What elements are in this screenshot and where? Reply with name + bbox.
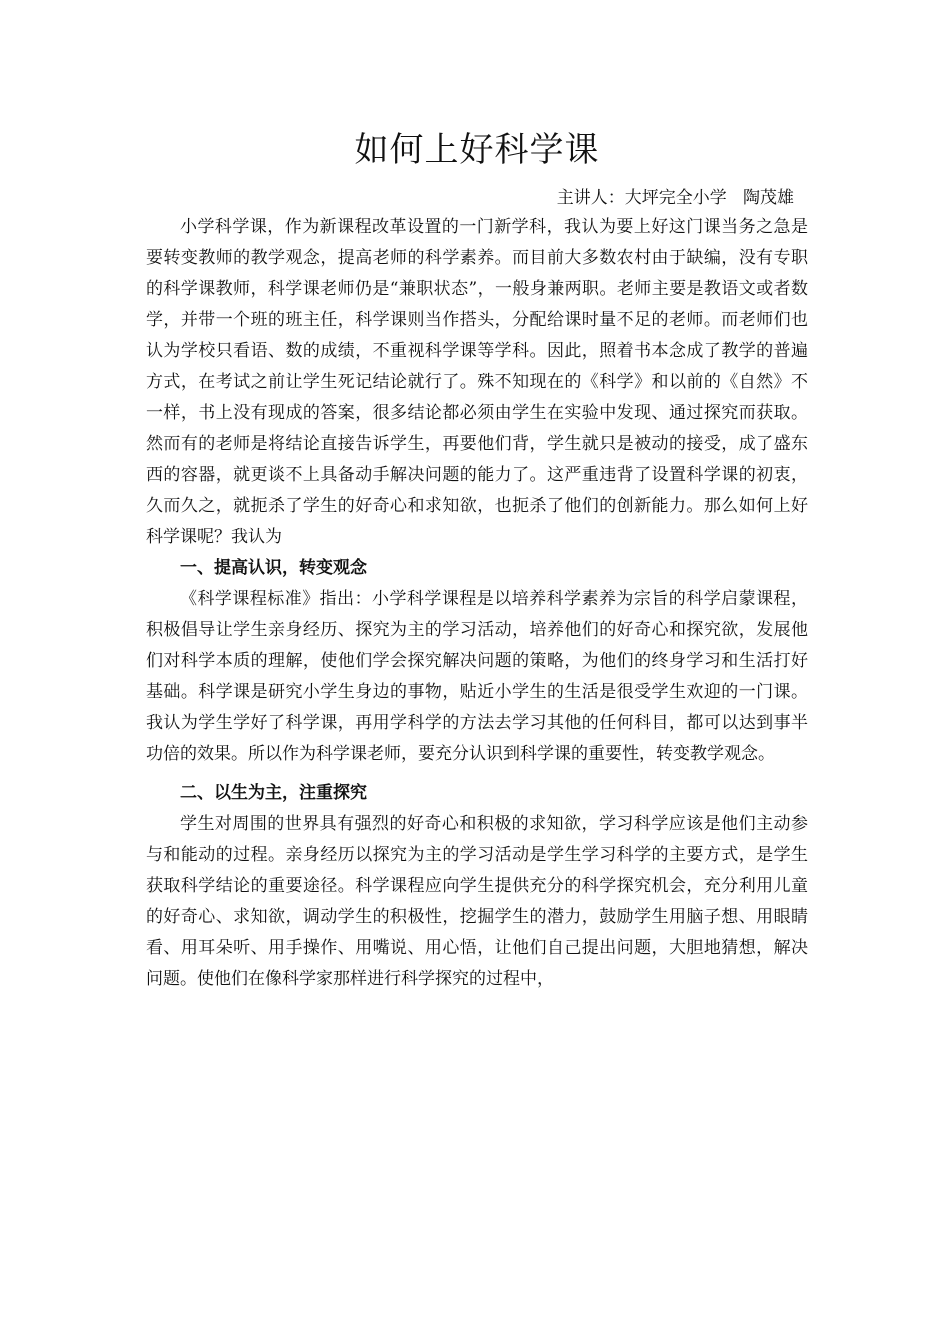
document-page (146, 128, 808, 995)
author-line: 主讲人：大坪完全小学 陶茂雄 (556, 188, 794, 208)
section-2-paragraph: 学生对周围的世界具有强烈的好奇心和积极的求知欲，学习科学应该是他们主动参与和能动的过程。亲身经历以探究为主的学习活动是学生学习科学的主要方式，是学生获取科学结论的重要途径。科学课程应向学生提供充分的科学探究机会，充分利用儿童的好奇心、求知欲，调动学生的积极性，挖掘学生的潜力，鼓励学生用脑子想、用眼睛看、用耳朵听、用手操作、用嘴说、用心悟，让他们自己提出问题，大胆地猜想，解决问题。使他们在像科学家那样进行科学探究的过程中， (146, 814, 808, 989)
section-1-heading: 一、提高认识，转变观念 (180, 558, 367, 578)
section-1-paragraph: 《科学课程标准》指出：小学科学课程是以培养科学素养为宗旨的科学启蒙课程，积极倡导让学生亲身经历、探究为主的学习活动，培养他们的好奇心和探究欲，发展他们对科学本质的理解，使他们学会探究解决问题的策略，为他们的终身学习和生活打好基础。科学课是研究小学生身边的事物，贴近小学生的生活是很受学生欢迎的一门课。我认为学生学好了科学课，再用学科学的方法去学习其他的任何科目，都可以达到事半功倍的效果。所以作为科学课老师，要充分认识到科学课的重要性，转变教学观念。 (146, 589, 808, 764)
intro-paragraph: 小学科学课，作为新课程改革设置的一门新学科，我认为要上好这门课当务之急是要转变教师的教学观念，提高老师的科学素养。而目前大多数农村由于缺编，没有专职的科学课教师，科学课老师仍是“兼职状态”，一般身兼两职。老师主要是教语文或者数学，并带一个班的班主任，科学课则当作搭头，分配给课时量不足的老师。而老师们也认为学校只看语、数的成绩，不重视科学课等学科。因此，照着书本念成了教学的普遍方式，在考试之前让学生死记结论就行了。殊不知现在的《科学》和以前的《自然》不一样，书上没有现成的答案，很多结论都必须由学生在实验中发现、通过探究而获取。然而有的老师是将结论直接告诉学生，再要他们背，学生就只是被动的接受，成了盛东西的容器，就更谈不上具备动手解决问题的能力了。这严重违背了设置科学课的初衷，久而久之，就扼杀了学生的好奇心和求知欲，也扼杀了他们的创新能力。那么如何上好科学课呢？我认为 (146, 217, 808, 547)
document-title: 如何上好科学课 (354, 130, 600, 170)
section-2-heading: 二、以生为主，注重探究 (180, 783, 367, 803)
